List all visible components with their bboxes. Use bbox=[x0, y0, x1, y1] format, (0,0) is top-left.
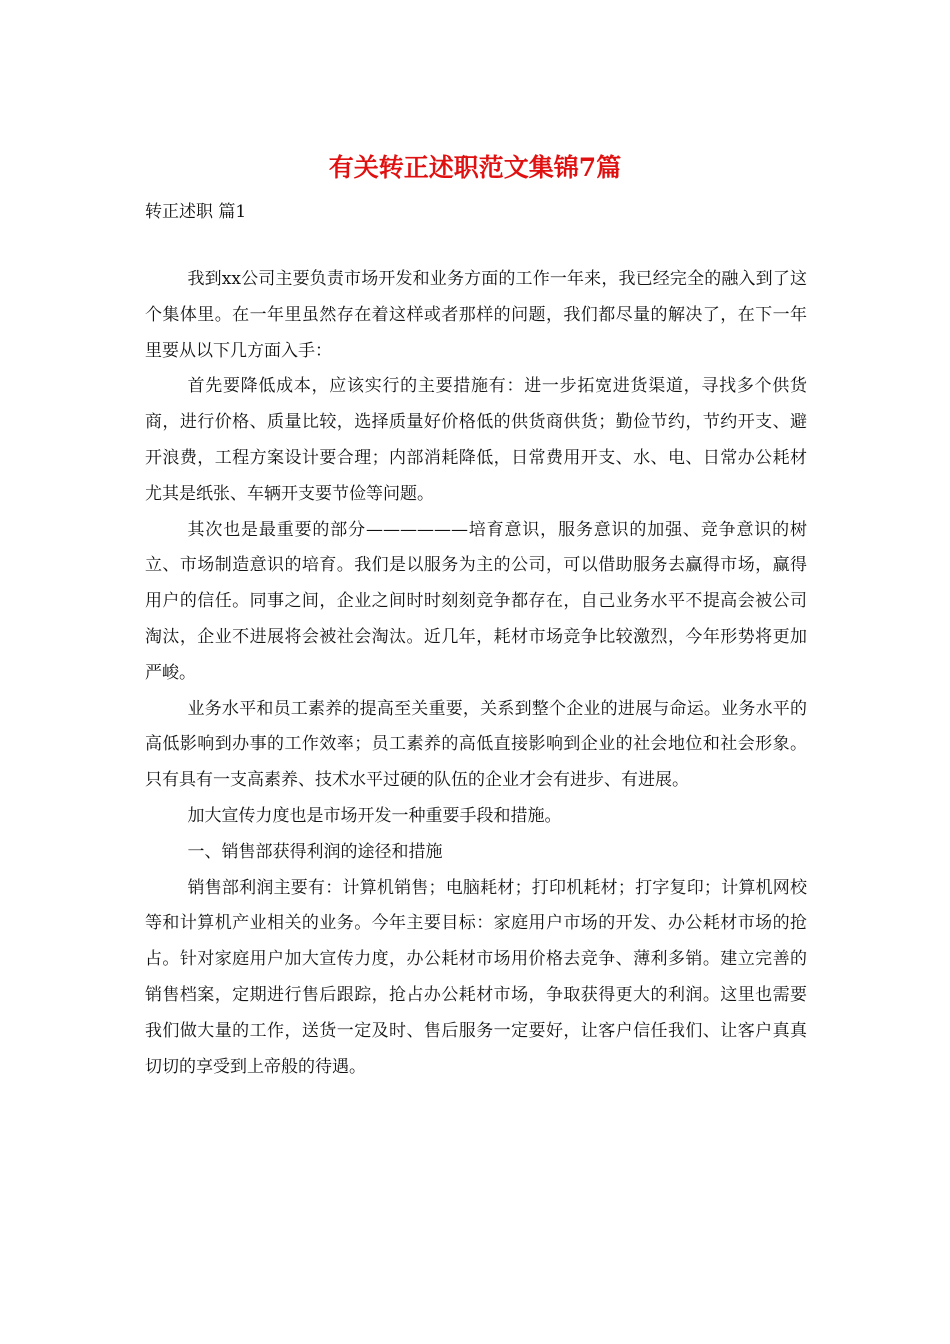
document-title: 有关转正述职范文集锦7篇 bbox=[328, 153, 622, 182]
paragraph: 业务水平和员工素养的提高至关重要，关系到整个企业的进展与命运。业务水平的高低影响到办事的工作效率；员工素养的高低直接影响到企业的社会地位和社会形象。只有具有一支高素养、技术水平过硬的队伍的企业才会有进步、有进展。 bbox=[145, 698, 807, 791]
paragraph: 我到xx公司主要负责市场开发和业务方面的工作一年来，我已经完全的融入到了这个集体里。在一年里虽然存在着这样或者那样的问题，我们都尽量的解决了，在下一年里要从以下几方面入手： bbox=[145, 269, 807, 361]
document-body bbox=[145, 262, 807, 1085]
subheading-paragraph: 一、销售部获得利润的途径和措施 bbox=[187, 841, 443, 862]
paragraph: 销售部利润主要有：计算机销售；电脑耗材；打印机耗材；打字复印；计算机网校等和计算机产业相关的业务。今年主要目标：家庭用户市场的开发、办公耗材市场的抢占。针对家庭用户加大宣传力度，办公耗材市场用价格去竞争、薄利多销。建立完善的销售档案，定期进行售后跟踪，抢占办公耗材市场，争取获得更大的利润。这里也需要我们做大量的工作，送货一定及时、售后服务一定要好，让客户信任我们、让客户真真切切的享受到上帝般的待遇。 bbox=[145, 877, 807, 1077]
paragraph: 加大宣传力度也是市场开发一种重要手段和措施。 bbox=[187, 805, 562, 826]
paragraph: 首先要降低成本，应该实行的主要措施有：进一步拓宽进货渠道，寻找多个供货商，进行价格、质量比较，选择质量好价格低的供货商供货；勤俭节约，节约开支、避开浪费，工程方案设计要合理；内部消耗降低，日常费用开支、水、电、日常办公耗材尤其是纸张、车辆开支要节俭等问题。 bbox=[145, 376, 807, 504]
section-heading: 转正述职 篇1 bbox=[145, 202, 247, 222]
paragraph: 其次也是最重要的部分——————培育意识，服务意识的加强、竞争意识的树立、市场制造意识的培育。我们是以服务为主的公司，可以借助服务去赢得市场，赢得用户的信任。同事之间，企业之间时时刻刻竞争都存在，自己业务水平不提高会被公司淘汰，企业不进展将会被社会淘汰。近几年，耗材市场竞争比较激烈，今年形势将更加严峻。 bbox=[145, 519, 807, 683]
